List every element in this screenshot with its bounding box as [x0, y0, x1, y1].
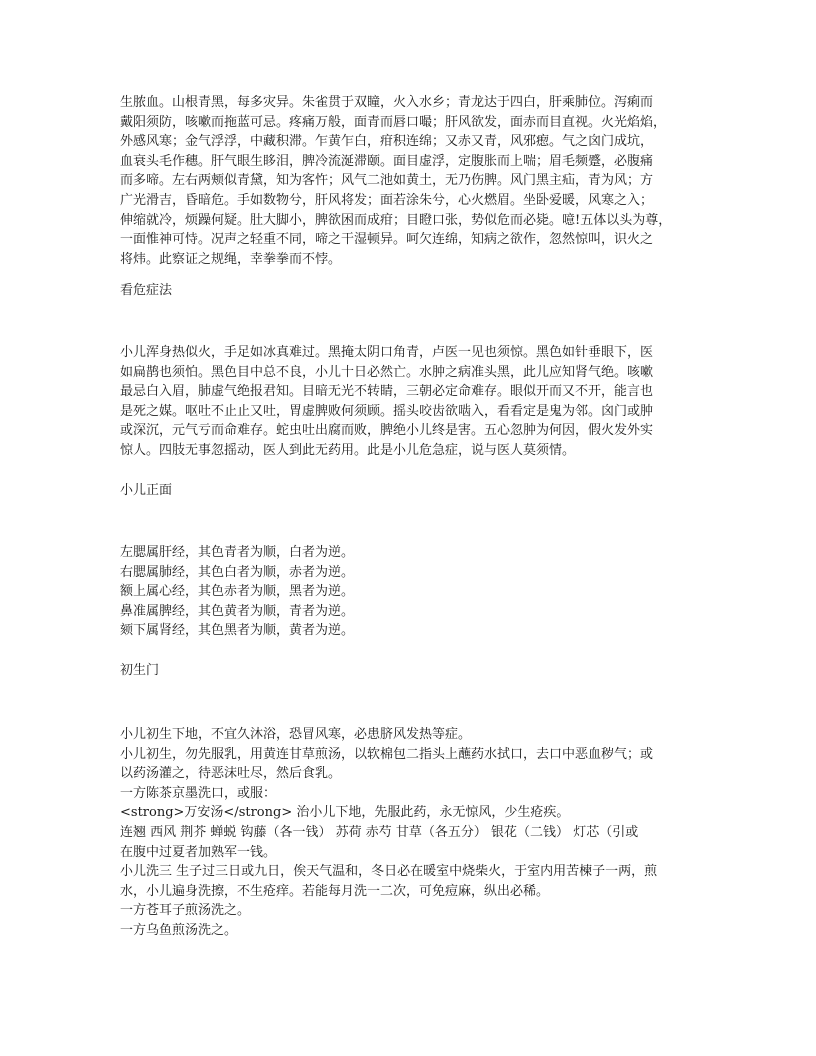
section-heading-newborn: 初生门 — [120, 663, 160, 678]
text-line: 一方苍耳子煎汤洗之。 — [120, 903, 251, 919]
intro-paragraph — [120, 93, 700, 269]
text-line: 而多啼。左右两颊似青黛，知为客忤；风气二池如黄土，无乃伤脾。风门黑主疝，青为风；方 — [120, 173, 654, 189]
text-line: 伸缩就冷，烦躁何疑。肚大脚小，脾欲困而成疳；目瞪口张，势似危而必毙。噫!五体以头为尊， — [120, 212, 672, 228]
text-line: 戴阳须防，咳嗽而拖蓝可忌。疼痛万般，面青而唇口嘬；肝风欲发，面赤而目直视。火光焰焰， — [120, 114, 667, 130]
text-line: 惊人。四肢无事忽摇动，医人到此无药用。此是小儿危急症，说与医人莫须情。 — [120, 442, 576, 458]
text-line: 在腹中过夏者加熟军一钱。 — [120, 844, 277, 860]
text-line: 生脓血。山根青黑，每多灾异。朱雀贯于双瞳，火入水乡；青龙达于四白，肝乘肺位。泻痢而 — [120, 95, 654, 110]
section-heading-child-face: 小儿正面 — [120, 483, 173, 498]
list-item: 左腮属肝经，其色青者为顺，白者为逆。 — [120, 545, 355, 560]
text-line: 连翘 西风 荆芥 蝉蜕 钩藤（各一钱） 苏荷 赤芍 甘草（各五分） 银花（二钱） 灯芯（引或 — [120, 824, 639, 840]
text-line: 是死之媒。呕吐不止止又吐，胃虚脾败何须顾。摇头咬齿欲啮入，看看定是鬼为邻。囟门或肿 — [120, 403, 654, 419]
text-line: 小儿初生，勿先服乳，用黄连甘草煎汤，以软棉包二指头上蘸药水拭口，去口中恶血秽气；或 — [120, 746, 654, 762]
newborn-section-body — [120, 725, 700, 941]
text-line: 一面惟神可恃。况声之轻重不同，啼之干湿顿异。呵欠连绵，知病之欲作，忽然惊叫，识火之 — [120, 232, 654, 248]
text-line: 一方陈茶京墨洗口，或服： — [120, 785, 277, 801]
critical-signs-paragraph — [120, 343, 700, 461]
child-face-list — [120, 543, 700, 641]
list-item: 右腮属肺经，其色白者为顺，赤者为逆。 — [120, 564, 355, 580]
text-line: 小儿洗三 生子过三日或九日，俟天气温和，冬日必在暖室中烧柴火，于室内用苦楝子一两，煎 — [120, 864, 658, 880]
text-line: 血衰头毛作穗。肝气眼生眵泪，脾冷流涎滞颐。面目虚浮，定腹胀而上喘；眉毛频蹙，必腹痛 — [120, 153, 654, 169]
text-line: 小儿初生下地，不宜久沐浴，恐冒风寒，必患脐风发热等症。 — [120, 727, 472, 742]
text-line: <strong>万安汤</strong> 治小儿下地，先服此药，永无惊风，少生疮疾。 — [120, 805, 570, 821]
text-line: 广光滑吉，昏暗危。手如数物兮，肝风将发；面若涂朱兮，心火燃眉。坐卧爱暖，风寒之入； — [120, 192, 654, 208]
text-line: 最忌白入眉，肺虚气绝报君知。目暗无光不转睛，三朝必定命难存。眼似开而又不开，能言也 — [120, 384, 654, 400]
text-line: 小儿浑身热似火，手足如冰真难过。黑掩太阴口角青，卢医一见也须惊。黑色如针垂眼下，医 — [120, 345, 654, 360]
text-line: 将炜。此察证之规绳，幸拳拳而不悖。 — [120, 251, 342, 267]
list-item: 颏下属肾经，其色黑者为顺，黄者为逆。 — [120, 623, 355, 639]
section-heading-critical-signs: 看危症法 — [120, 283, 173, 298]
text-line: 以药汤灌之，待恶沫吐尽，然后食乳。 — [120, 766, 342, 782]
text-line: 水，小儿遍身洗擦，不生疮痒。若能每月洗一二次，可免痘麻，纵出必稀。 — [120, 883, 550, 899]
text-line: 一方乌鱼煎汤洗之。 — [120, 922, 238, 938]
text-line: 如扁鹊也须怕。黑色目中总不良，小儿十日必然亡。水肿之病准头黑，此儿应知肾气绝。咳嗽 — [120, 364, 654, 380]
text-line: 外感风寒；金气浮浮，中藏积滞。乍黄乍白，疳积连绵；又赤又青，风邪瘛。气之囟门成坑， — [120, 134, 654, 150]
list-item: 鼻准属脾经，其色黄者为顺，青者为逆。 — [120, 603, 355, 619]
text-line: 或深沉，元气亏而命难存。蛇虫吐出腐而败，脾绝小儿终是害。五心忽肿为何因，假火发外实 — [120, 423, 654, 439]
list-item: 额上属心经，其色赤者为顺，黑者为逆。 — [120, 584, 355, 600]
